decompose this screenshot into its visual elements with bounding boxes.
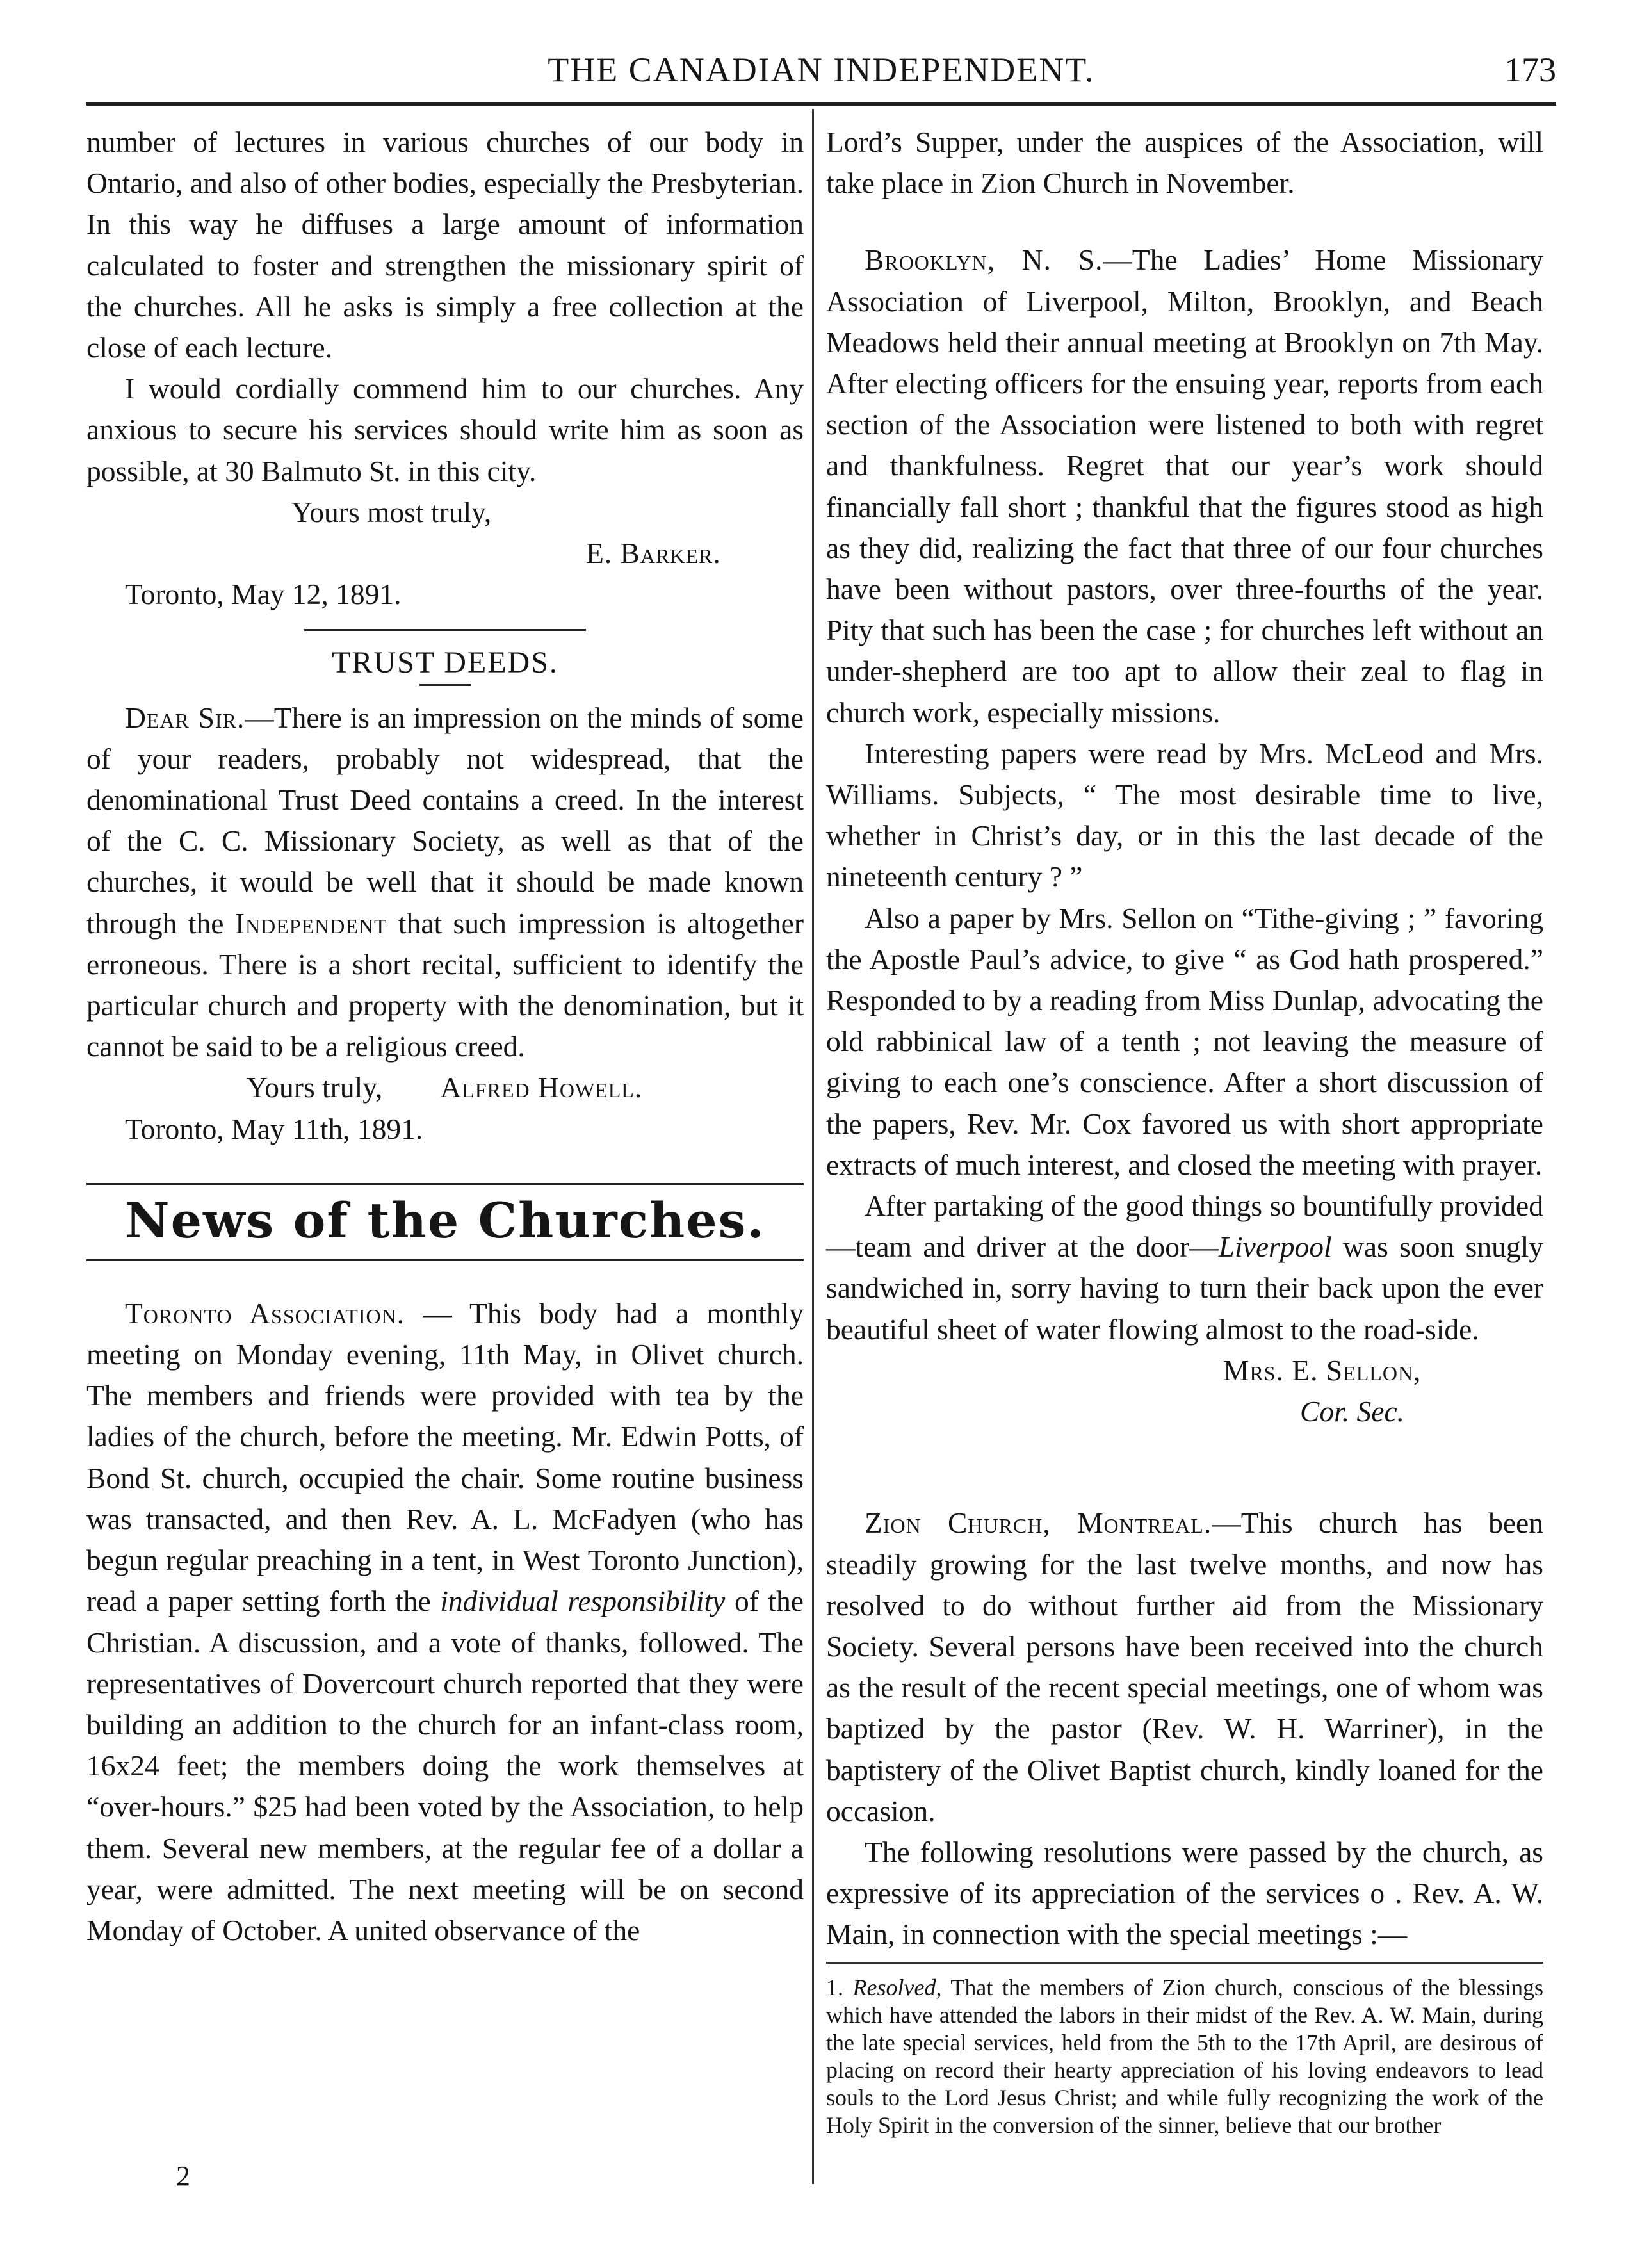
- publication-title: THE CANADIAN INDEPENDENT.: [548, 51, 1095, 89]
- section-rule: [304, 629, 586, 631]
- news-title: News of the Churches.: [125, 1191, 765, 1249]
- trust-body-part: —There is an impression on the minds of some of your readers, probably not widespread, that the denominational Trust Deed contains a creed. In the interest of the C. C. Missionary Society, as well as that of the churches, it would be well that it should be made known through the: [86, 701, 804, 940]
- brooklyn-text-part: After partaking of the good things so bountifully provided—team and driver at the door—: [826, 1189, 1543, 1264]
- page-number: 173: [1504, 51, 1556, 89]
- folio-mark: 2: [176, 2160, 190, 2192]
- brooklyn-role: [826, 1391, 1543, 1432]
- trust-signature: Alfred Howell.: [440, 1071, 643, 1104]
- toronto-continuation: Lord’s Supper, under the auspices of the Association, will take place in Zion Church in November.: [826, 126, 1543, 200]
- brooklyn-paragraph: [826, 1186, 1543, 1350]
- toronto-heading: Toronto Association.: [125, 1296, 405, 1330]
- brooklyn-signature: Mrs. E. Sellon,: [1223, 1353, 1422, 1387]
- toronto-body-part: — This body had a monthly meeting on Monday evening, 11th May, in Olivet church. The members and friends were provided with tea by the ladies of the church, before the meeting. Mr. Edwin Potts, of Bond St. church, occupied the chair. Some routine business was transacted, and then Rev. A. L. McFadyen (who has begun regular preaching in a tent, in West Toronto Junction), read a paper setting forth the: [86, 1296, 804, 1618]
- page-header: [86, 27, 1556, 101]
- left-column: [86, 122, 804, 2178]
- brooklyn-report: [826, 240, 1543, 733]
- zion-paragraph: The following resolutions were passed by the church, as expressive of its appreciation of the services o . Rev. A. W. Main, in connection with the special meetings :—: [826, 1835, 1543, 1951]
- trust-body-part: that such impression is altogether erroneous. There is a short recital, sufficient to identify the particular church and property with the denomination, but it cannot be said to be a religious creed.: [86, 906, 804, 1063]
- toronto-italic: individual responsibility: [440, 1585, 726, 1618]
- brooklyn-paragraph: Interesting papers were read by Mrs. McLeod and Mrs. Williams. Subjects, “ The most desirable time to live, whether in Christ’s day, or in this the last decade of the nineteenth century ? ”: [826, 737, 1543, 893]
- brooklyn-role-text: Cor. Sec.: [1300, 1395, 1405, 1428]
- header-rule: [86, 102, 1556, 106]
- letter-closing: Yours most truly,: [291, 495, 492, 528]
- trust-closing: Yours truly,: [247, 1071, 383, 1104]
- zion-report: [826, 1503, 1543, 1832]
- toronto-association-report: [86, 1293, 804, 1951]
- resolution-number: 1.: [826, 1974, 853, 2000]
- brooklyn-body: —The Ladies’ Home Missionary Association of Liverpool, Milton, Brooklyn, and Beach Meadows held their annual meeting at Brooklyn on 7th May. After electing officers for the ensuing year, reports from each section of the Association were listened to both with regret and thankfulness. Regret that our year’s work should financially fall short ; thankful that the figures stood as high as they did, realizing the fact that three of our four churches have been without pastors, over three-fourths of the year. Pity that such has been the case ; for churches left without an under-shepherd are too apt to allow their zeal to flag in church work, especially missions.: [826, 243, 1543, 729]
- letter-dateline: Toronto, May 12, 1891.: [125, 578, 402, 611]
- salutation: Dear Sir.: [125, 701, 245, 734]
- zion-body: —This church has been steadily growing for the last twelve months, and now has resolved to do without further aid from the Missionary Society. Several persons have been received into the church as the result of the recent special meetings, one of whom was baptized by the pastor (Rev. W. H. Warriner), in the baptistery of the Olivet Baptist church, kindly loaned for the occasion.: [826, 1506, 1543, 1827]
- column-divider: [812, 109, 814, 2184]
- letter-continuation: number of lectures in various churches of our body in Ontario, and also of other bodies, especially the Presbyterian. In this way he diffuses a large amount of information calculated to foster and strengthen the missionary spirit of the churches. All he asks is simply a free collection at the close of each lecture.: [86, 126, 804, 364]
- brooklyn-text-part: was soon snugly sandwiched in, sorry having to turn their back upon the ever beautiful sheet of water flowing almost to the road-side.: [826, 1230, 1543, 1346]
- letter-paragraph: I would cordially commend him to our churches. Any anxious to secure his services should write him as soon as possible, at 30 Balmuto St. in this city.: [86, 372, 804, 487]
- title-rule: [419, 684, 471, 686]
- resolution-italic: Resolved,: [852, 1974, 942, 2000]
- zion-heading: Zion Church, Montreal.: [865, 1506, 1212, 1540]
- resolution-text: [826, 1962, 1543, 2139]
- toronto-body-part: of the Christian. A discussion, and a vote of thanks, followed. The representatives of Dovercourt church reported that they were building an addition to the church for an infant-class room, 16x24 feet; the members doing the work themselves at “over-hours.” $25 had been voted by the Association, to help them. Several new members, at the regular fee of a dollar a year, were admitted. The next meeting will be on second Monday of October. A united observance of the: [86, 1585, 804, 1946]
- news-banner: [86, 1183, 804, 1261]
- trust-deeds-title: TRUST DEEDS.: [332, 646, 558, 680]
- trust-deeds-letter: [86, 698, 804, 1068]
- independent-name: Independent: [234, 906, 387, 940]
- right-column: [826, 122, 1543, 2178]
- brooklyn-heading: Brooklyn, N. S.: [865, 243, 1103, 277]
- trust-dateline: Toronto, May 11th, 1891.: [125, 1112, 423, 1145]
- trust-closing-line: [86, 1067, 804, 1108]
- resolution-body: That the members of Zion church, conscious of the blessings which have attended the labors in their midst of the Rev. A. W. Main, during the late special services, held from the 5th to the 17th April, are desirous of placing on record their hearty appreciation of his loving endeavors to lead souls to the Lord Jesus Christ; and while fully recognizing the work of the Holy Spirit in the conversion of the sinner, believe that our brother: [826, 1974, 1543, 2138]
- letter-signature: E. Barker.: [586, 537, 721, 570]
- brooklyn-italic: Liverpool: [1218, 1230, 1332, 1264]
- brooklyn-paragraph: Also a paper by Mrs. Sellon on “Tithe-giving ; ” favoring the Apostle Paul’s advice, to give “ as God hath prospered.” Responded to by a reading from Miss Dunlap, advocating the old rabbinical law of a tenth ; not leaving the measure of giving to each one’s conscience. After a short discussion of the papers, Rev. Mr. Cox favored us with short appropriate extracts of much interest, and closed the meeting with prayer.: [826, 901, 1543, 1181]
